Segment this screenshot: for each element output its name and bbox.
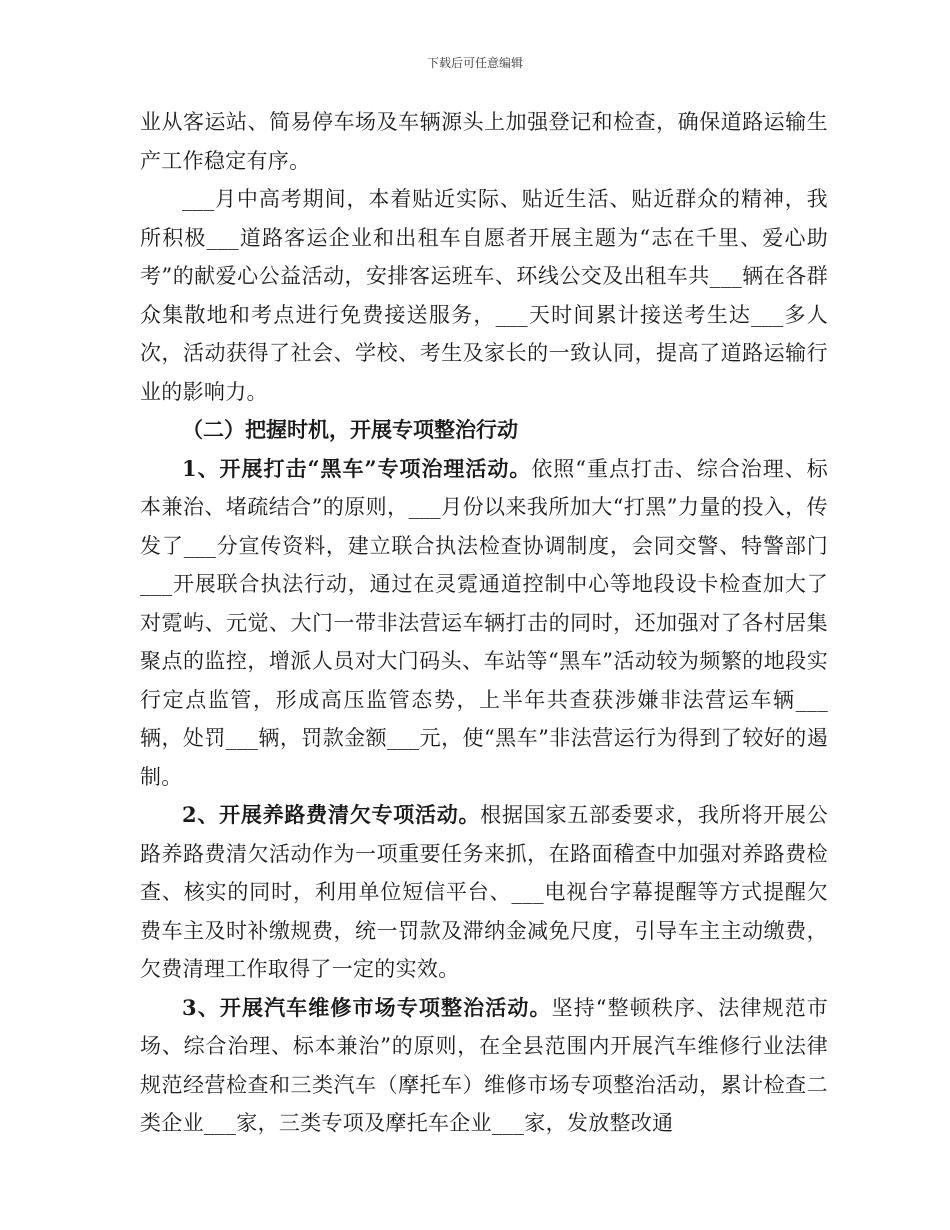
section-heading: （二）把握时机，开展专项整治行动 (182, 417, 518, 442)
item-text: 根据国家五部委要求，我所将开展公路养路费清欠活动作为一项重要任务来抓，在路面稽查中加强对养路费检查、核实的同时，利用单位短信平台、___电视台字幕提醒等方式提醒欠费车主及时补缴规费，统一罚款及滞纳金减免尺度，引导车主主动缴费，欠费清理工作取得了一定的实效。 (140, 803, 828, 981)
item-lead: 3、开展汽车维修市场专项整治活动。 (182, 994, 552, 1020)
paragraph-exam-support: ___月中高考期间，本着贴近实际、贴近生活、贴近群众的精神，我所积极___道路客运企业和出租车自愿者开展主题为“志在千里、爱心助考”的献爱心公益活动，安排客运班车、环线公交及出租车共___辆在各群众集散地和考点进行免费接送服务，___天时间累计接送考生达___多人次，活动获得了社会、学校、考生及家长的一致认同，提高了道路运输行业的影响力。 (140, 187, 828, 404)
item-lead: 2、开展养路费清欠专项活动。 (182, 802, 481, 827)
item-repair-market-campaign (140, 989, 828, 1143)
document-body (140, 103, 828, 1143)
item-text: 依照“重点打击、综合治理、标本兼治、堵疏结合”的原则，___月份以来我所加大“打黑”力量的投入，传发了___分宣传资料，建立联合执法检查协调制度，会同交警、特警部门___开展联合执法行动，通过在灵霓通道控制中心等地段设卡检查加大了对霓屿、元觉、大门一带非法营运车辆打击的同时，还加强对了各村居集聚点的监控，增派人员对大门码头、车站等“黑车”活动较为频繁的地段实行定点监管，形成高压监管态势，上半年共查获涉嫌非法营运车辆___辆，处罚___辆，罚款金额___元，使“黑车”非法营运行为得到了较好的遏制。 (140, 456, 828, 789)
item-lead: 1、开展打击“黑车”专项治理活动。 (182, 455, 532, 481)
paragraph-continuation: 业从客运站、简易停车场及车辆源头上加强登记和检查，确保道路运输生产工作稳定有序。 (140, 110, 828, 173)
page-header: 下载后可任意编辑 (426, 56, 523, 70)
item-road-fee-campaign (140, 796, 828, 989)
item-text: 坚持“整顿秩序、法律规范市场、综合治理、标本兼治”的原则，在全县范围内开展汽车维修行业法律规范经营检查和三类汽车（摩托车）维修市场专项整治活动，累计检查二类企业___家，三类专项及摩托车企业___家，发放整改通 (140, 995, 828, 1135)
item-black-car-campaign (140, 450, 828, 797)
